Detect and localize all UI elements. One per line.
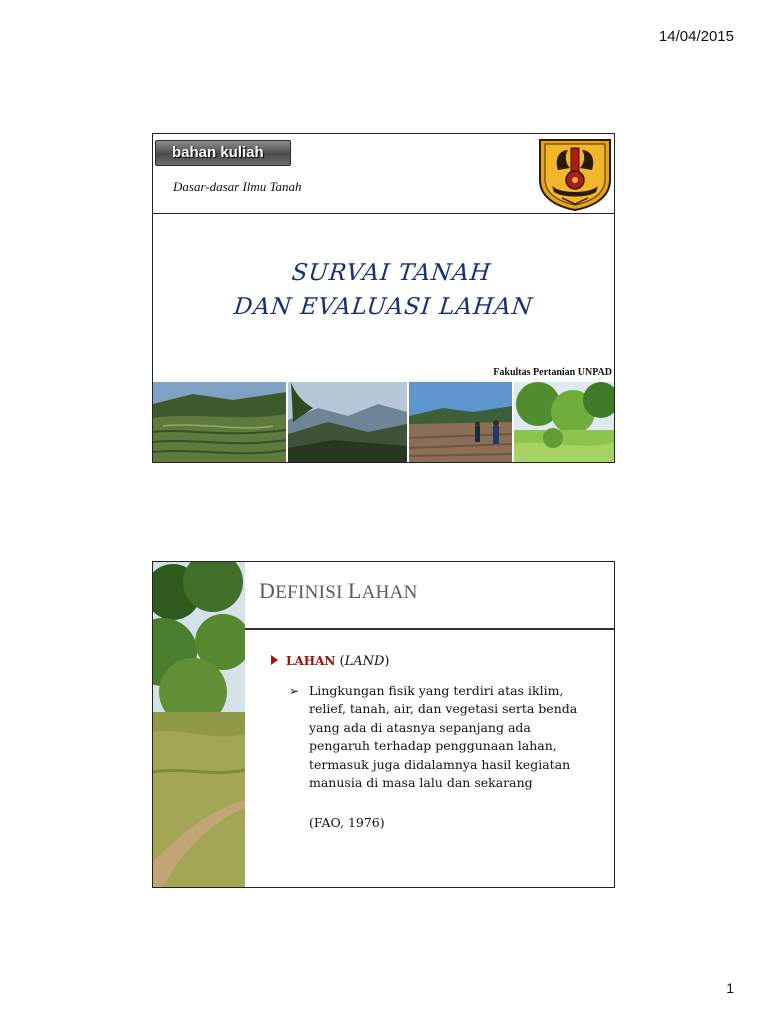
faculty-name: Fakultas Pertanian UNPAD xyxy=(493,367,612,378)
course-name: Dasar-dasar Ilmu Tanah xyxy=(173,179,302,194)
university-seal-icon xyxy=(536,136,614,212)
heading-initial-1: D xyxy=(259,578,276,603)
triangle-bullet-icon xyxy=(271,655,278,665)
page-date: 14/04/2015 xyxy=(658,28,734,45)
definition-text: Lingkungan fisik yang terdiri atas iklim, relief, tanah, air, dan vegetasi serta benda yang ada di atasnya sepanjang ada pengaruh terhadap penggunaan lahan, termasuk juga didalamnya hasil kegiatan manusia di masa lalu dan sekarang xyxy=(309,683,578,791)
heading-rest-2: AHAN xyxy=(361,582,418,603)
forest-path-photo xyxy=(153,562,245,887)
terraced-valley-photo xyxy=(153,382,286,462)
slide-header xyxy=(153,134,614,214)
keyword-land: LAND xyxy=(344,654,385,669)
definition-slide xyxy=(152,561,615,888)
green-vegetation-photo xyxy=(514,382,614,462)
misty-mountains-photo xyxy=(288,382,407,462)
arrow-bullet-icon: ➢ xyxy=(289,684,300,698)
bullet-paren-open: ( xyxy=(335,654,345,669)
slide-heading xyxy=(259,578,418,604)
title-line-1: SURVAI TANAH xyxy=(290,260,493,286)
page-number: 1 xyxy=(726,980,734,996)
heading-rest-1: EFINISI xyxy=(275,582,343,603)
keyword-lahan: LAHAN xyxy=(286,654,336,668)
photo-strip xyxy=(153,382,614,462)
title-line-2: DAN EVALUASI LAHAN xyxy=(232,294,535,320)
lecture-badge: bahan kuliah xyxy=(155,140,291,166)
bullet-item xyxy=(271,654,390,669)
definition-block xyxy=(289,682,589,792)
heading-initial-2: L xyxy=(347,578,362,603)
bullet-paren-close: ) xyxy=(384,654,390,669)
title-slide xyxy=(152,133,615,463)
tilled-field-photo xyxy=(409,382,512,462)
citation: (FAO, 1976) xyxy=(309,815,385,830)
slide-title xyxy=(153,256,614,324)
heading-divider xyxy=(245,628,614,630)
